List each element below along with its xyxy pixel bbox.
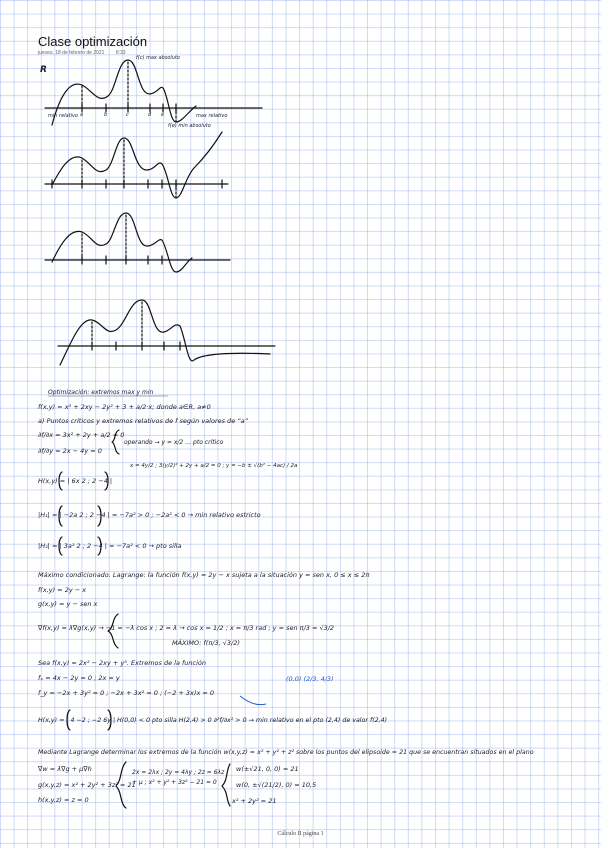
note-10: Máximo condicionado. Lagrange: la función f(x,y) = 2y − x sujeta a la situación y = sen x, 0 ≤ x ≤ 2π bbox=[38, 571, 370, 579]
abs-max-label: f(c) max absoluto bbox=[136, 55, 180, 61]
note-14: MÁXIMO: f(π/3, √3/2) bbox=[172, 639, 240, 647]
abs-min-label: f(e) min absoluto bbox=[168, 123, 211, 129]
note-25: w(±√21, 0, 0) = 21 bbox=[236, 765, 299, 773]
note-12: g(x,y) = y − sen x bbox=[38, 600, 98, 608]
note-6: x = 4y/2 ; 3(y/2)² + 2y + a/2 = 0 ; y = −b ± √(b² − 4ac) / 2a bbox=[130, 463, 298, 469]
note-5: operando → y = x/2 … pto crítico bbox=[124, 439, 224, 446]
note-24: 2x = 2λx ; 2y = 4λy ; 2z = 6λz + μ ; x² + y² + 3z² − 21 = 0 bbox=[132, 769, 225, 786]
set-label: R bbox=[40, 65, 47, 75]
note-8: |H₁| = | −2a 2 ; 2 −4 | = −7a² > 0 ; −2a² < 0 → min relativo estricto bbox=[38, 511, 261, 519]
note-15: Sea f(x,y) = 2x² − 2xy + y³. Extremos de la función bbox=[38, 659, 207, 667]
note-22: g(x,y,z) = x² + 2y² + 3z² = 21 bbox=[38, 781, 136, 789]
page-footer: Cálculo II página 1 bbox=[277, 831, 324, 837]
note-21: ∇w = λ∇g + μ∇h bbox=[38, 765, 92, 773]
point-b-label: b bbox=[104, 112, 108, 118]
note-13: ∇f(x,y) = λ∇g(x,y) → −1 = −λ cos x ; 2 = λ → cos x = 1/2 ; x = π/3 rad ; y = sen π/3 = √3/2 bbox=[38, 624, 335, 632]
rel-max-label: max relativo bbox=[196, 113, 228, 119]
note-0: Optimización: extremos max y min bbox=[48, 389, 154, 396]
note-23: h(x,y,z) = z = 0 bbox=[38, 796, 89, 804]
note-1: f(x,y) = x³ + 2xy − 2y² + 3 + a/2·x; donde a∈R, a≠0 bbox=[38, 403, 211, 411]
note-27: x² + 2y² = 21 bbox=[232, 797, 277, 805]
page-date: jueves, 18 de febrero de 2021 bbox=[38, 50, 105, 56]
rel-min-label: min relativo bbox=[48, 113, 78, 119]
note-2: a) Puntos críticos y extremos relativos de f según valores de “a” bbox=[38, 417, 248, 425]
page-title: Clase optimización bbox=[38, 34, 148, 49]
note-16: fₓ = 4x − 2y = 0 ; 2x = y bbox=[38, 674, 120, 682]
note-3: ∂f/∂x = 3x² + 2y + a/2 = 0 bbox=[38, 431, 125, 439]
point-e-label: e bbox=[161, 112, 165, 118]
note-11: f(x,y) = 2y − x bbox=[38, 586, 87, 594]
point-a-label: a bbox=[80, 112, 84, 118]
note-7: H(x,y) = | 6x 2 ; 2 −4 | bbox=[38, 477, 113, 485]
note-18: (0,0) (2/3, 4/3) bbox=[286, 675, 334, 683]
note-19: H(x,y) = | 4 −2 ; −2 6y | H(0,0) < 0 pto silla H(2,4) > 0 ∂²f/∂x² > 0 → min relativo en el pto (2,4) de valor f(2,4) bbox=[38, 717, 388, 724]
point-c-label: c bbox=[126, 112, 129, 118]
note-20: Mediante Lagrange determinar los extremos de la función w(x,y,z) = x² + y² + z² sobre los puntos del elipsoide = 21 que se encuentran situados en el plano bbox=[38, 749, 534, 756]
page-time: 8:33 bbox=[115, 50, 126, 56]
note-4: ∂f/∂y = 2x − 4y = 0 bbox=[38, 447, 102, 455]
note-26: w(0, ±√(21/2), 0) = 10,5 bbox=[236, 781, 317, 789]
note-9: |H₂| = | 3a² 2 ; 2 −4 | = −7a² < 0 → pto silla bbox=[38, 542, 182, 550]
point-d-label: d bbox=[148, 112, 152, 118]
note-17: f_y = −2x + 3y² = 0 ; −2x + 3x² = 0 ; (−2 + 3x)x = 0 bbox=[38, 689, 215, 697]
